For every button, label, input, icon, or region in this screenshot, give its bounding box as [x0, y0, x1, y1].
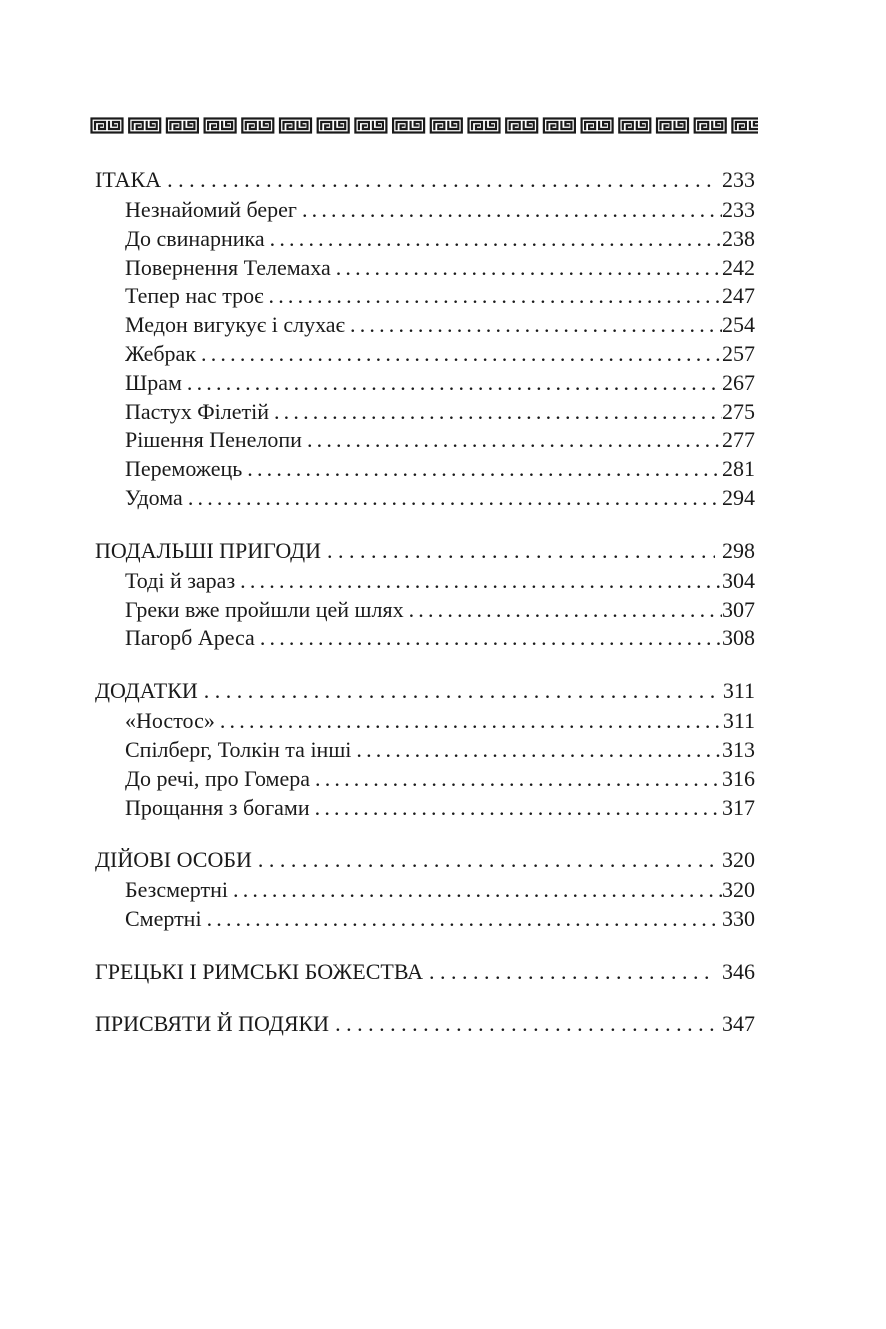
dot-leader — [315, 765, 722, 794]
toc-section-title: ПРИСВЯТИ Й ПОДЯКИ — [95, 1010, 330, 1036]
toc-section — [95, 676, 755, 822]
toc-section-heading[interactable] — [95, 676, 755, 705]
toc-section — [95, 1009, 755, 1038]
toc-section-title: ПОДАЛЬШІ ПРИГОДИ — [95, 537, 322, 563]
toc-entry[interactable] — [95, 484, 755, 513]
toc-page-number: 254 — [722, 312, 755, 338]
toc-entry-title: Пастух Філетій — [125, 398, 269, 424]
toc-page-number: 346 — [722, 958, 755, 984]
toc-section-heading[interactable] — [95, 1009, 755, 1038]
toc-entry[interactable] — [95, 196, 755, 225]
toc-entry-title: Пагорб Ареса — [125, 625, 255, 651]
toc-entry[interactable] — [95, 369, 755, 398]
toc-page-number: 330 — [722, 906, 755, 932]
toc-section-title: ІТАКА — [95, 167, 162, 192]
toc-entry-title: «Ностос» — [125, 708, 215, 734]
toc-entry-title: Медон вигукує і слухає — [125, 312, 345, 338]
toc-page-number: 281 — [722, 456, 755, 482]
dot-leader — [335, 1009, 715, 1038]
toc-entry-title: Шрам — [125, 369, 182, 395]
toc-page-number: 267 — [722, 369, 755, 395]
dot-leader — [307, 426, 722, 455]
toc-page-number: 238 — [722, 225, 755, 251]
toc-page-number: 308 — [722, 625, 755, 651]
toc-section — [95, 957, 755, 986]
dot-leader — [336, 254, 722, 283]
toc-entry-title: Рішення Пенелопи — [125, 427, 302, 453]
toc-entry-title: До речі, про Гомера — [125, 765, 310, 791]
greek-key-border-icon — [90, 116, 758, 136]
toc-page-number: 242 — [722, 254, 755, 280]
toc-entry[interactable] — [95, 426, 755, 455]
toc-page-number: 317 — [722, 794, 755, 820]
toc-section — [95, 165, 755, 513]
toc-entry-title: Тоді й зараз — [125, 567, 236, 593]
table-of-contents — [95, 165, 755, 1061]
dot-leader — [327, 536, 715, 565]
dot-leader — [269, 282, 722, 311]
toc-section — [95, 845, 755, 934]
dot-leader — [302, 196, 722, 225]
toc-page-number: 275 — [722, 398, 755, 424]
toc-page-number: 233 — [722, 197, 755, 222]
toc-section-title: ДІЙОВІ ОСОБИ — [95, 847, 252, 873]
dot-leader — [247, 455, 722, 484]
dot-leader — [187, 369, 722, 398]
toc-section-heading[interactable] — [95, 536, 755, 565]
toc-page-number: 311 — [722, 708, 755, 734]
toc-section-heading[interactable] — [95, 845, 755, 874]
dot-leader — [429, 957, 715, 986]
dot-leader — [220, 707, 723, 736]
toc-entry-title: Жебрак — [125, 340, 197, 366]
dot-leader — [240, 567, 722, 596]
toc-entry-title: До свинарника — [125, 225, 265, 251]
toc-entry-title: Удома — [125, 484, 183, 510]
toc-entry-title: Смертні — [125, 906, 202, 932]
dot-leader — [356, 736, 722, 765]
toc-entry[interactable] — [95, 567, 755, 596]
toc-entry[interactable] — [95, 282, 755, 311]
toc-entry[interactable] — [95, 254, 755, 283]
toc-page-number: 277 — [722, 427, 755, 453]
dot-leader — [270, 225, 722, 254]
toc-page-number: 307 — [722, 596, 755, 622]
toc-page-number: 311 — [722, 678, 755, 704]
toc-entry[interactable] — [95, 225, 755, 254]
toc-section-title: ДОДАТКИ — [95, 678, 198, 704]
toc-entry[interactable] — [95, 905, 755, 934]
toc-entry-title: Греки вже пройшли цей шлях — [125, 596, 404, 622]
dot-leader — [350, 311, 722, 340]
dot-leader — [233, 876, 722, 905]
toc-page-number: 313 — [722, 736, 755, 762]
toc-section-title: ГРЕЦЬКІ І РИМСЬКІ БОЖЕСТВА — [95, 958, 423, 984]
dot-leader — [274, 398, 722, 427]
toc-entry[interactable] — [95, 455, 755, 484]
dot-leader — [204, 676, 716, 705]
toc-page-number: 298 — [722, 537, 755, 563]
dot-leader — [258, 845, 715, 874]
toc-entry-title: Переможець — [125, 456, 243, 482]
toc-entry[interactable] — [95, 596, 755, 625]
toc-entry[interactable] — [95, 311, 755, 340]
dot-leader — [167, 165, 715, 194]
toc-page-number: 304 — [722, 567, 755, 593]
toc-page-number: 247 — [722, 283, 755, 309]
toc-entry[interactable] — [95, 736, 755, 765]
toc-entry[interactable] — [95, 765, 755, 794]
toc-section-heading[interactable] — [95, 165, 755, 194]
toc-entry-title: Повернення Телемаха — [125, 254, 331, 280]
toc-entry[interactable] — [95, 340, 755, 369]
toc-page-number: 294 — [722, 484, 755, 510]
toc-entry[interactable] — [95, 876, 755, 905]
toc-entry[interactable] — [95, 398, 755, 427]
toc-page-number: 257 — [722, 340, 755, 366]
toc-entry[interactable] — [95, 707, 755, 736]
toc-entry[interactable] — [95, 794, 755, 823]
toc-page-number: 316 — [722, 765, 755, 791]
toc-section — [95, 536, 755, 653]
dot-leader — [207, 905, 722, 934]
toc-entry-title: Спілберг, Толкін та інші — [125, 736, 352, 762]
dot-leader — [315, 794, 722, 823]
toc-page-number: 320 — [722, 847, 755, 873]
dot-leader — [188, 484, 722, 513]
dot-leader — [201, 340, 722, 369]
toc-entry-title: Незнайомий берег — [125, 197, 297, 222]
dot-leader — [260, 624, 722, 653]
toc-page-number: 233 — [722, 167, 755, 192]
toc-entry-title: Тепер нас троє — [125, 283, 264, 309]
toc-section-heading[interactable] — [95, 957, 755, 986]
toc-entry-title: Безсмертні — [125, 877, 229, 903]
toc-page-number: 347 — [722, 1010, 755, 1036]
toc-page-number: 320 — [722, 877, 755, 903]
toc-entry-title: Прощання з богами — [125, 794, 310, 820]
toc-entry[interactable] — [95, 624, 755, 653]
dot-leader — [409, 596, 722, 625]
